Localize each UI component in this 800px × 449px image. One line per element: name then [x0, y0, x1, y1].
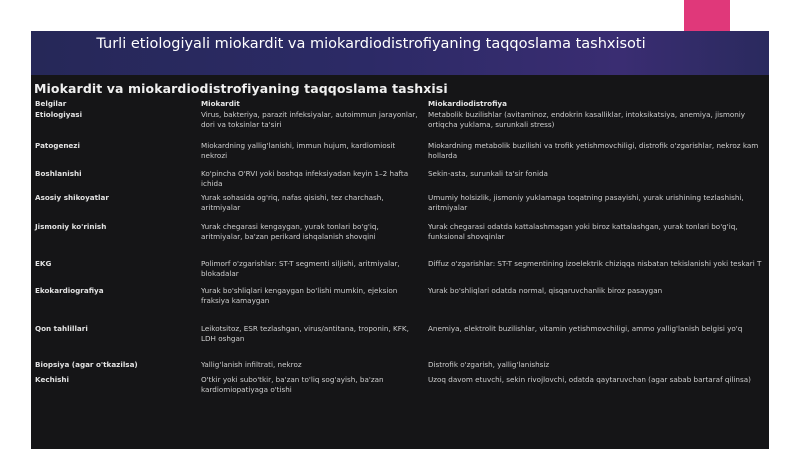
- row-myocarditis-cell: Miokardning yallig'lanishi, immun hujum, kardiomiosit nekrozi: [201, 141, 396, 160]
- table-row: [31, 360, 769, 375]
- row-dystrophy-cell: Distrofik o'zgarish, yallig'lanishsiz: [428, 360, 550, 369]
- row-myocarditis-cell: Ko'pincha O'RVI yoki boshqa infeksiyadan keyin 1–2 hafta ichida: [201, 169, 409, 188]
- table-row: [31, 141, 769, 169]
- table-row: [31, 169, 769, 193]
- column-header-signs: Belgilar: [35, 98, 67, 108]
- row-sign-cell: Jismoniy ko'rinish: [35, 222, 107, 231]
- row-myocarditis-cell: Yurak sohasida og'riq, nafas qisishi, tez charchash, aritmiyalar: [201, 193, 384, 212]
- row-sign-cell: Biopsiya (agar o'tkazilsa): [35, 360, 138, 369]
- row-dystrophy-cell: Umumiy holsizlik, jismoniy yuklamaga toqatning pasayishi, yurak urishining tezlashishi, aritmiyalar: [428, 193, 744, 212]
- row-dystrophy-cell: Diffuz o'zgarishlar: ST-T segmentining izoelektrik chiziqqa nisbatan tekislanishi yoki teskari T: [428, 259, 762, 268]
- column-header-myocarditis: Miokardit: [201, 98, 240, 108]
- row-sign-cell: Asosiy shikoyatlar: [35, 193, 109, 202]
- row-dystrophy-cell: Yurak chegarasi odatda kattalashmagan yoki biroz kattalashgan, yurak tonlari bo'g'iq, funksional shovqinlar: [428, 222, 738, 241]
- table-row: [31, 110, 769, 141]
- table-row: [31, 193, 769, 222]
- comparison-document: [31, 75, 769, 449]
- row-myocarditis-cell: Yurak chegarasi kengaygan, yurak tonlari bo'g'iq, aritmiyalar, ba'zan perikard ishqalanish shovqini: [201, 222, 379, 241]
- row-sign-cell: Etiologiyasi: [35, 110, 83, 119]
- row-dystrophy-cell: Anemiya, elektrolit buzilishlar, vitamin yetishmovchiligi, ammo yallig'lanish belgisi yo'q: [428, 324, 743, 333]
- row-dystrophy-cell: Yurak bo'shliqlari odatda normal, qisqaruvchanlik biroz pasaygan: [428, 286, 663, 295]
- comparison-table: [31, 97, 769, 409]
- row-sign-cell: Boshlanishi: [35, 169, 82, 178]
- table-row: [31, 222, 769, 259]
- table-row: [31, 259, 769, 286]
- row-sign-cell: Qon tahlillari: [35, 324, 88, 333]
- row-myocarditis-cell: Polimorf o'zgarishlar: ST-T segmenti siljishi, aritmiyalar, blokadalar: [201, 259, 400, 278]
- row-myocarditis-cell: Yurak bo'shliqlari kengaygan bo'lishi mumkin, ejeksion fraksiya kamaygan: [201, 286, 398, 305]
- row-myocarditis-cell: Yallig'lanish infiltrati, nekroz: [201, 360, 302, 369]
- row-sign-cell: Patogenezi: [35, 141, 80, 150]
- column-header-dystrophy: Miokardiodistrofiya: [428, 98, 507, 108]
- row-sign-cell: Ekokardiografiya: [35, 286, 104, 295]
- document-heading: Miokardit va miokardiodistrofiyaning taqqoslama tashxisi: [34, 81, 448, 96]
- row-dystrophy-cell: Metabolik buzilishlar (avitaminoz, endokrin kasalliklar, intoksikatsiya, anemiya, jismoniy ortiqcha yuklama, surunkali stress): [428, 110, 746, 129]
- slide-title: Turli etiologiyali miokardit va miokardiodistrofiyaning taqqoslama tashxisoti: [96, 36, 646, 52]
- row-sign-cell: EKG: [35, 259, 52, 268]
- row-dystrophy-cell: Uzoq davom etuvchi, sekin rivojlovchi, odatda qaytaruvchan (agar sabab bartaraf qilinsa): [428, 375, 751, 384]
- row-dystrophy-cell: Miokardning metabolik buzilishi va trofik yetishmovchiligi, distrofik o'zgarishlar, nekroz kam hollarda: [428, 141, 759, 160]
- row-myocarditis-cell: Virus, bakteriya, parazit infeksiyalar, autoimmun jarayonlar, dori va toksinlar ta'siri: [201, 110, 418, 129]
- row-dystrophy-cell: Sekin-asta, surunkali ta'sir fonida: [428, 169, 548, 178]
- table-row: [31, 286, 769, 324]
- table-row: [31, 324, 769, 360]
- table-row: [31, 375, 769, 409]
- row-sign-cell: Kechishi: [35, 375, 70, 384]
- row-myocarditis-cell: O'tkir yoki subo'tkir, ba'zan to'liq sog'ayish, ba'zan kardiomiopatiyaga o'tishi: [201, 375, 384, 394]
- table-header-row: [31, 97, 769, 110]
- row-myocarditis-cell: Leikotsitoz, ESR tezlashgan, virus/antitana, troponin, KFK, LDH oshgan: [201, 324, 409, 343]
